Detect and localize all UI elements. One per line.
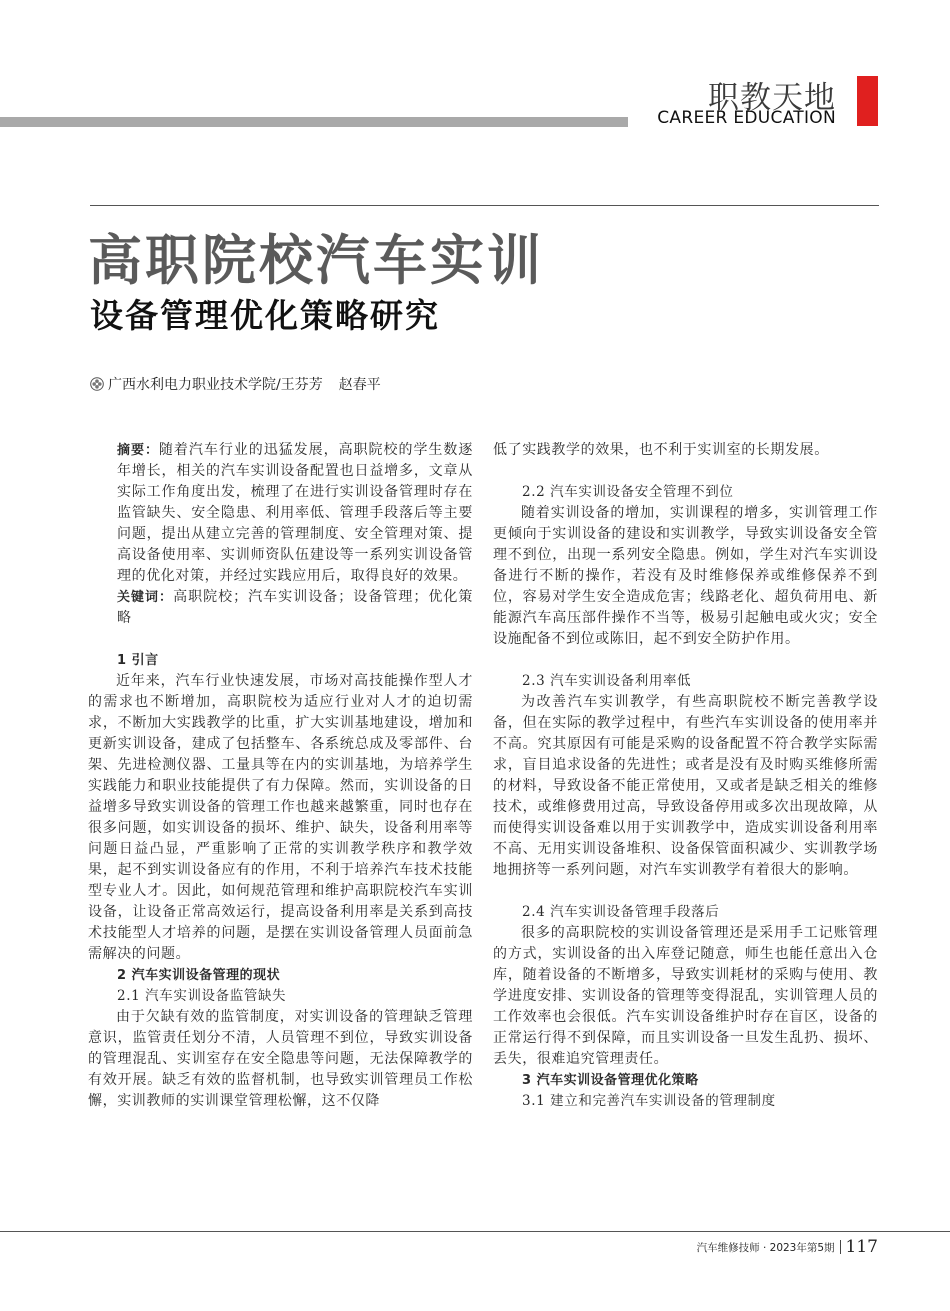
abstract-text: 随着汽车行业的迅猛发展，高职院校的学生数逐年增长，相关的汽车实训设备配置也日益增多，文章从实际工作角度出发，梳理了在进行实训设备管理时存在监管缺失、安全隐患、利用率低、管理手段落后等主要问题，提出从建立完善的管理制度、安全管理对策、提高设备使用率、实训师资队伍建设等一系列实训设备管理的优化对策，并经过实践应用后，取得良好的效果。 — [117, 442, 473, 584]
article-title-line2: 设备管理优化策略研究 — [90, 296, 440, 335]
keywords-label: 关键词： — [117, 590, 174, 605]
subsection-heading: 2.3 汽车实训设备利用率低 — [522, 673, 692, 689]
keywords-text: 高职院校；汽车实训设备；设备管理；优化策略 — [117, 589, 474, 626]
header-red-block — [857, 76, 878, 126]
section-title-en: CAREER EDUCATION — [657, 108, 836, 128]
title-divider — [90, 205, 879, 206]
page-footer — [697, 1237, 878, 1257]
abstract-label: 摘要： — [117, 443, 159, 458]
paragraph: 近年来，汽车行业快速发展，市场对高技能操作型人才的需求也不断增加，高职院校为适应行业对人才的迫切需求，不断加大实践教学的比重，扩大实训基地建设，增加和更新实训设备，建成了包括整车、各系统总成及零部件、台架、先进检测仪器、工量具等在内的实训基地，为培养学生实践能力和职业技能提供了有力保障。然而，实训设备的日益增多导致实训设备的管理工作也越来越繁重，同时也存在很多问题，如实训设备的损坏、维护、缺失，设备利用率等问题日益凸显，严重影响了正常的实训教学秩序和教学效果，起不到实训设备应有的作用，不利于培养汽车技术技能型专业人才。因此，如何规范管理和维护高职院校汽车实训设备，让设备正常高效运行，提高设备利用率是关系到高技术技能型人才培养的问题，是摆在实训设备管理人员面前急需解决的问题。 — [88, 673, 473, 962]
byline-author: 赵春平 — [338, 377, 381, 393]
paragraph: 由于欠缺有效的监管制度，对实训设备的管理缺乏管理意识，监管责任划分不清，人员管理不到位，导致实训设备的管理混乱、实训室存在安全隐患等问题，无法保障教学的有效开展。缺乏有效的监督机制，也导致实训管理员工作松懈，实训教师的实训课堂管理松懈，这不仅降 — [88, 1009, 473, 1109]
subsection-heading: 2.1 汽车实训设备监管缺失 — [117, 988, 287, 1004]
subsection-heading: 2.4 汽车实训设备管理手段落后 — [522, 904, 720, 920]
section-heading: 2 汽车实训设备管理的现状 — [117, 968, 281, 983]
right-column — [493, 440, 878, 1112]
header-grey-bar — [0, 117, 628, 127]
footer-separator — [840, 1240, 841, 1254]
paragraph: 低了实践教学的效果，也不利于实训室的长期发展。 — [493, 442, 829, 458]
footer-divider — [0, 1231, 950, 1232]
left-column — [88, 440, 473, 1112]
byline — [90, 374, 381, 394]
subsection-heading: 2.2 汽车实训设备安全管理不到位 — [522, 484, 734, 500]
paragraph: 很多的高职院校的实训设备管理还是采用手工记账管理的方式，实训设备的出入库登记随意，师生也能任意出入仓库，随着设备的不断增多，导致实训耗材的采购与使用、教学进度安排、实训设备的管理等变得混乱，实训管理人员的工作效率也会很低。汽车实训设备维护时存在盲区，设备的正常运行得不到保障，而且实训设备一旦发生乱扔、损坏、丢失，很难追究管理责任。 — [493, 925, 878, 1067]
section-heading: 1 引言 — [117, 653, 159, 668]
paragraph: 随着实训设备的增加，实训课程的增多，实训管理工作更倾向于实训设备的建设和实训教学，导致实训设备安全管理不到位，出现一系列安全隐患。例如，学生对汽车实训设备进行不断的操作，若没有及时维修保养或维修保养不到位，容易对学生安全造成危害；线路老化、超负荷用电、新能源汽车高压部件操作不当等，极易引起触电或火灾；安全设施配备不到位或陈旧，起不到安全防护作用。 — [493, 505, 878, 647]
abstract — [88, 440, 473, 587]
section-title-cn: 职教天地 — [708, 80, 836, 116]
article-title-line1: 高职院校汽车实训 — [88, 229, 544, 292]
subsection-heading: 3.1 建立和完善汽车实训设备的管理制度 — [522, 1093, 776, 1109]
page-number: 117 — [845, 1237, 878, 1257]
keywords — [88, 587, 473, 629]
flower-icon — [90, 377, 104, 391]
section-heading: 3 汽车实训设备管理优化策略 — [522, 1073, 699, 1088]
journal-issue: 汽车维修技师 · 2023年第5期 — [696, 1241, 835, 1254]
byline-affiliation-author: 广西水利电力职业技术学院/王芬芳 — [108, 377, 323, 393]
paragraph: 为改善汽车实训教学，有些高职院校不断完善教学设备，但在实际的教学过程中，有些汽车实训设备的使用率并不高。究其原因有可能是采购的设备配置不符合教学实际需求，盲目追求设备的先进性；或者是没有及时购买维修所需的材料，导致设备不能正常使用，又或者是缺乏相关的维修技术，或维修费用过高，导致设备停用或多次出现故障，从而使得实训设备难以用于实训教学中，造成实训设备利用率不高、无用实训设备堆积、设备保管面积减少、实训教学场地拥挤等一系列问题，对汽车实训教学有着很大的影响。 — [493, 694, 878, 878]
